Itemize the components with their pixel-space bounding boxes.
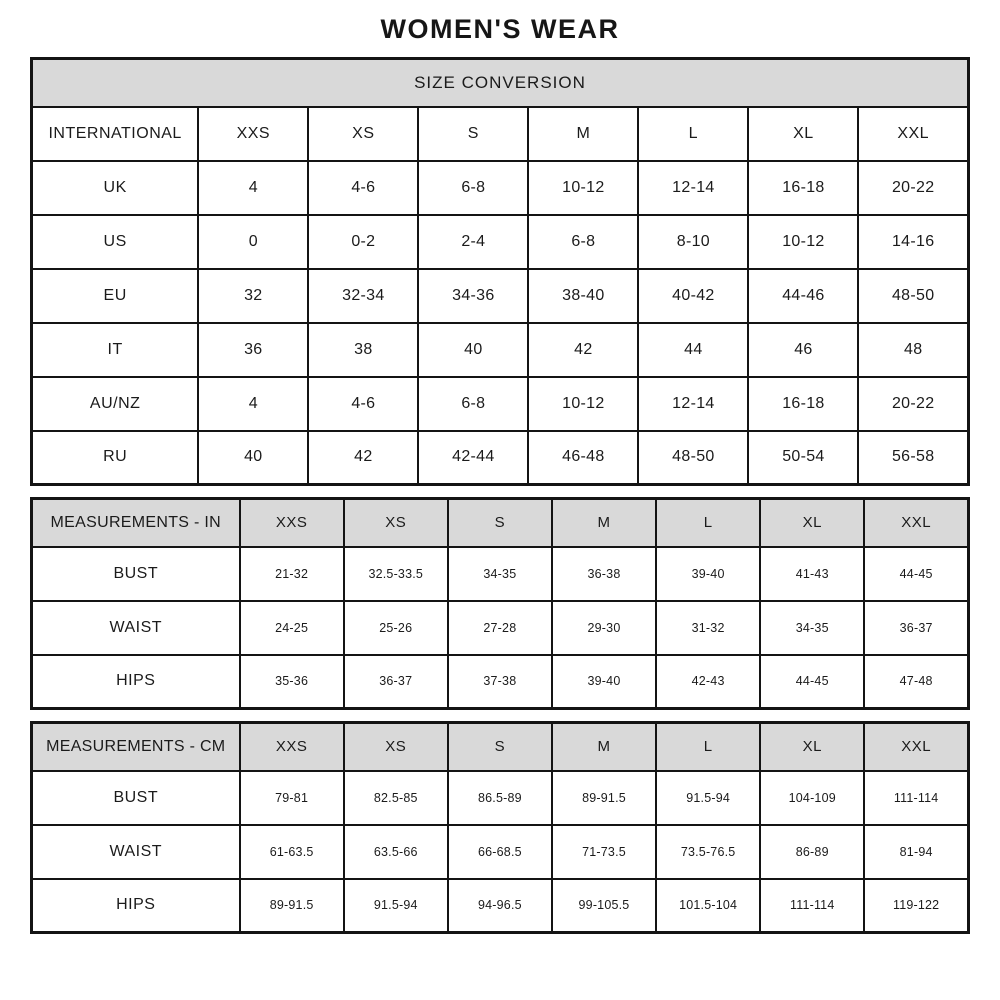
value-cell: 25-26: [344, 601, 448, 655]
value-cell: 2-4: [418, 215, 528, 269]
value-cell: 66-68.5: [448, 825, 552, 879]
value-cell: 16-18: [748, 377, 858, 431]
value-cell: 111-114: [760, 879, 864, 933]
value-cell: 81-94: [864, 825, 968, 879]
value-cell: 38-40: [528, 269, 638, 323]
value-cell: 94-96.5: [448, 879, 552, 933]
row-label: WAIST: [32, 601, 240, 655]
value-cell: 91.5-94: [344, 879, 448, 933]
value-cell: 36-37: [344, 655, 448, 709]
value-cell: 71-73.5: [552, 825, 656, 879]
row-label: RU: [32, 431, 199, 485]
value-cell: 50-54: [748, 431, 858, 485]
value-cell: 4: [198, 377, 308, 431]
value-cell: 61-63.5: [240, 825, 344, 879]
column-header: XS: [344, 499, 448, 547]
value-cell: 14-16: [858, 215, 968, 269]
column-header-row: [32, 723, 969, 771]
value-cell: 35-36: [240, 655, 344, 709]
value-cell: 10-12: [528, 161, 638, 215]
value-cell: 79-81: [240, 771, 344, 825]
value-cell: 48: [858, 323, 968, 377]
corner-header: INTERNATIONAL: [32, 107, 199, 161]
measurements-cm-table: [30, 721, 970, 934]
value-cell: 101.5-104: [656, 879, 760, 933]
value-cell: 47-48: [864, 655, 968, 709]
value-cell: 10-12: [748, 215, 858, 269]
value-cell: 42: [528, 323, 638, 377]
column-header: L: [656, 723, 760, 771]
row-label: US: [32, 215, 199, 269]
value-cell: 42-44: [418, 431, 528, 485]
column-header: S: [448, 723, 552, 771]
value-cell: 46-48: [528, 431, 638, 485]
table-row: [32, 323, 969, 377]
value-cell: 6-8: [528, 215, 638, 269]
value-cell: 34-35: [760, 601, 864, 655]
value-cell: 4-6: [308, 377, 418, 431]
value-cell: 104-109: [760, 771, 864, 825]
column-header-row: [32, 107, 969, 161]
value-cell: 0-2: [308, 215, 418, 269]
column-header: XS: [344, 723, 448, 771]
table-row: [32, 377, 969, 431]
column-header: XXL: [864, 499, 968, 547]
value-cell: 42: [308, 431, 418, 485]
value-cell: 48-50: [858, 269, 968, 323]
value-cell: 40-42: [638, 269, 748, 323]
row-label: EU: [32, 269, 199, 323]
column-header: XL: [760, 499, 864, 547]
column-header: S: [448, 499, 552, 547]
table-row: [32, 215, 969, 269]
row-label: HIPS: [32, 879, 240, 933]
value-cell: 24-25: [240, 601, 344, 655]
table-row: [32, 655, 969, 709]
value-cell: 34-36: [418, 269, 528, 323]
value-cell: 39-40: [552, 655, 656, 709]
column-header: XXS: [240, 499, 344, 547]
value-cell: 46: [748, 323, 858, 377]
table-row: [32, 547, 969, 601]
table-row: [32, 601, 969, 655]
value-cell: 89-91.5: [552, 771, 656, 825]
value-cell: 32-34: [308, 269, 418, 323]
value-cell: 21-32: [240, 547, 344, 601]
value-cell: 38: [308, 323, 418, 377]
value-cell: 99-105.5: [552, 879, 656, 933]
column-header: M: [552, 499, 656, 547]
column-header: L: [638, 107, 748, 161]
table-row: [32, 879, 969, 933]
value-cell: 36-37: [864, 601, 968, 655]
value-cell: 39-40: [656, 547, 760, 601]
column-header: M: [528, 107, 638, 161]
value-cell: 37-38: [448, 655, 552, 709]
value-cell: 56-58: [858, 431, 968, 485]
column-header: XL: [748, 107, 858, 161]
value-cell: 48-50: [638, 431, 748, 485]
value-cell: 32.5-33.5: [344, 547, 448, 601]
table-title: SIZE CONVERSION: [32, 59, 969, 107]
value-cell: 34-35: [448, 547, 552, 601]
column-header-row: [32, 499, 969, 547]
value-cell: 111-114: [864, 771, 968, 825]
value-cell: 4: [198, 161, 308, 215]
value-cell: 4-6: [308, 161, 418, 215]
table-title: MEASUREMENTS - CM: [32, 723, 240, 771]
column-header: XXS: [240, 723, 344, 771]
table-row: [32, 825, 969, 879]
value-cell: 8-10: [638, 215, 748, 269]
value-cell: 16-18: [748, 161, 858, 215]
column-header: XXS: [198, 107, 308, 161]
table-row: [32, 771, 969, 825]
value-cell: 63.5-66: [344, 825, 448, 879]
table-title: MEASUREMENTS - IN: [32, 499, 240, 547]
value-cell: 27-28: [448, 601, 552, 655]
row-label: BUST: [32, 771, 240, 825]
row-label: HIPS: [32, 655, 240, 709]
value-cell: 20-22: [858, 377, 968, 431]
value-cell: 82.5-85: [344, 771, 448, 825]
column-header: XXL: [858, 107, 968, 161]
value-cell: 31-32: [656, 601, 760, 655]
table-row: [32, 431, 969, 485]
value-cell: 36-38: [552, 547, 656, 601]
value-cell: 91.5-94: [656, 771, 760, 825]
value-cell: 44-45: [864, 547, 968, 601]
column-header: M: [552, 723, 656, 771]
value-cell: 89-91.5: [240, 879, 344, 933]
table-row: [32, 269, 969, 323]
measurements-in-table: [30, 497, 970, 710]
value-cell: 10-12: [528, 377, 638, 431]
column-header: L: [656, 499, 760, 547]
column-header: XS: [308, 107, 418, 161]
value-cell: 6-8: [418, 377, 528, 431]
value-cell: 42-43: [656, 655, 760, 709]
value-cell: 41-43: [760, 547, 864, 601]
value-cell: 32: [198, 269, 308, 323]
size-conversion-table: [30, 57, 970, 486]
value-cell: 40: [418, 323, 528, 377]
row-label: IT: [32, 323, 199, 377]
value-cell: 44-46: [748, 269, 858, 323]
value-cell: 20-22: [858, 161, 968, 215]
value-cell: 6-8: [418, 161, 528, 215]
value-cell: 12-14: [638, 161, 748, 215]
value-cell: 40: [198, 431, 308, 485]
value-cell: 29-30: [552, 601, 656, 655]
value-cell: 36: [198, 323, 308, 377]
value-cell: 44: [638, 323, 748, 377]
value-cell: 86.5-89: [448, 771, 552, 825]
value-cell: 73.5-76.5: [656, 825, 760, 879]
row-label: UK: [32, 161, 199, 215]
row-label: BUST: [32, 547, 240, 601]
value-cell: 119-122: [864, 879, 968, 933]
value-cell: 0: [198, 215, 308, 269]
table-row: [32, 161, 969, 215]
value-cell: 86-89: [760, 825, 864, 879]
page-title: WOMEN'S WEAR: [380, 14, 620, 44]
column-header: XXL: [864, 723, 968, 771]
row-label: AU/NZ: [32, 377, 199, 431]
value-cell: 12-14: [638, 377, 748, 431]
table-title-row: [32, 59, 969, 107]
column-header: S: [418, 107, 528, 161]
value-cell: 44-45: [760, 655, 864, 709]
row-label: WAIST: [32, 825, 240, 879]
column-header: XL: [760, 723, 864, 771]
